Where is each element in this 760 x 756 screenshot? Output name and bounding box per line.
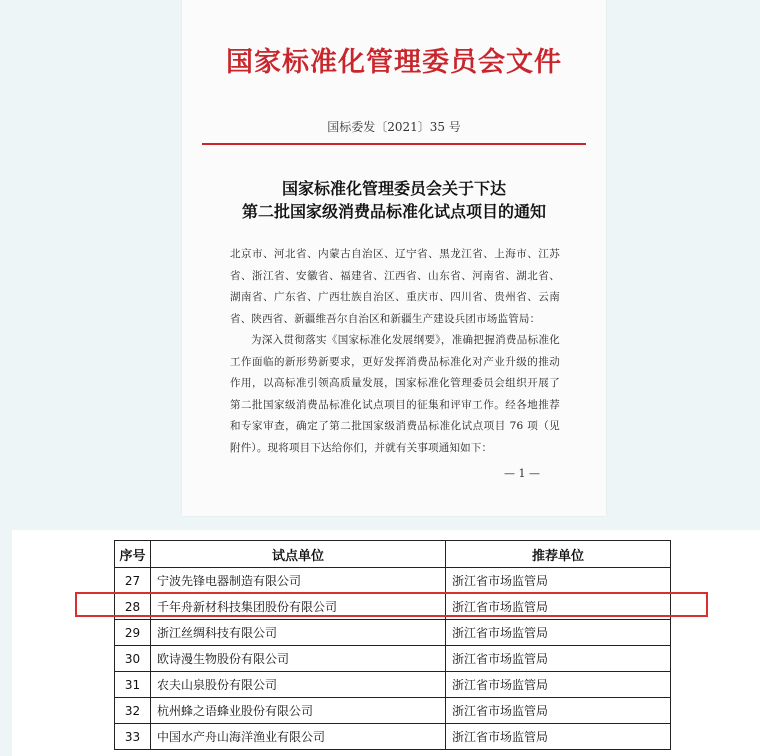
row-number: 28 <box>115 594 151 620</box>
pilot-unit: 杭州蜂之语蜂业股份有限公司 <box>151 698 446 724</box>
table-row <box>115 724 671 750</box>
pilot-unit: 中国水产舟山海洋渔业有限公司 <box>151 724 446 750</box>
row-number: 27 <box>115 568 151 594</box>
recipients: 北京市、河北省、内蒙古自治区、辽宁省、黑龙江省、上海市、江苏省、浙江省、安徽省、福建省、江西省、山东省、河南省、湖北省、湖南省、广东省、广西壮族自治区、重庆市、四川省、贵州省、云南省、陕西省、新疆维吾尔自治区和新疆生产建设兵团市场监管局： <box>230 248 560 325</box>
recommender: 浙江省市场监管局 <box>446 672 671 698</box>
recommender: 浙江省市场监管局 <box>446 724 671 750</box>
notice-body <box>230 244 560 459</box>
row-number: 29 <box>115 620 151 646</box>
column-header-no: 序号 <box>115 541 151 568</box>
table-row <box>115 568 671 594</box>
file-number: 国标委发〔2021〕35 号 <box>327 120 461 134</box>
title-line-2: 第二批国家级消费品标准化试点项目的通知 <box>241 202 546 221</box>
recommender: 浙江省市场监管局 <box>446 646 671 672</box>
column-header-unit: 试点单位 <box>151 541 446 568</box>
header-divider <box>202 143 586 145</box>
pilot-units-table <box>114 540 671 750</box>
row-number: 32 <box>115 698 151 724</box>
row-number: 31 <box>115 672 151 698</box>
row-number: 33 <box>115 724 151 750</box>
document-header: 国家标准化管理委员会文件 <box>226 47 562 78</box>
pilot-unit: 宁波先锋电器制造有限公司 <box>151 568 446 594</box>
notice-title <box>182 177 606 223</box>
recommender: 浙江省市场监管局 <box>446 698 671 724</box>
pilot-unit: 浙江丝绸科技有限公司 <box>151 620 446 646</box>
title-line-1: 国家标准化管理委员会关于下达 <box>281 179 506 198</box>
pilot-unit: 农夫山泉股份有限公司 <box>151 672 446 698</box>
row-number: 30 <box>115 646 151 672</box>
document-page <box>182 0 606 516</box>
highlight-box <box>75 592 708 617</box>
recommender: 浙江省市场监管局 <box>446 620 671 646</box>
table-row <box>115 620 671 646</box>
table-row <box>115 672 671 698</box>
column-header-recommender: 推荐单位 <box>446 541 671 568</box>
table-row <box>115 698 671 724</box>
recommender: 浙江省市场监管局 <box>446 594 671 620</box>
body-paragraph: 为深入贯彻落实《国家标准化发展纲要》，准确把握消费品标准化工作面临的新形势新要求，更好发挥消费品标准化对产业升级的推动作用，以高标准引领高质量发展，国家标准化管理委员会组织开展了第二批国家级消费品标准化试点项目的征集和评审工作。经各地推荐和专家审查，确定了第二批国家级消费品标准化试点项目 76 项（见附件）。现将项目下达给你们，并就有关事项通知如下： <box>230 334 560 454</box>
recommender: 浙江省市场监管局 <box>446 568 671 594</box>
page-number: — 1 — <box>504 467 540 480</box>
table-row <box>115 646 671 672</box>
pilot-unit: 欧诗漫生物股份有限公司 <box>151 646 446 672</box>
table-header-row <box>115 541 671 568</box>
pilot-table-panel <box>12 530 760 756</box>
pilot-unit: 千年舟新材科技集团股份有限公司 <box>151 594 446 620</box>
